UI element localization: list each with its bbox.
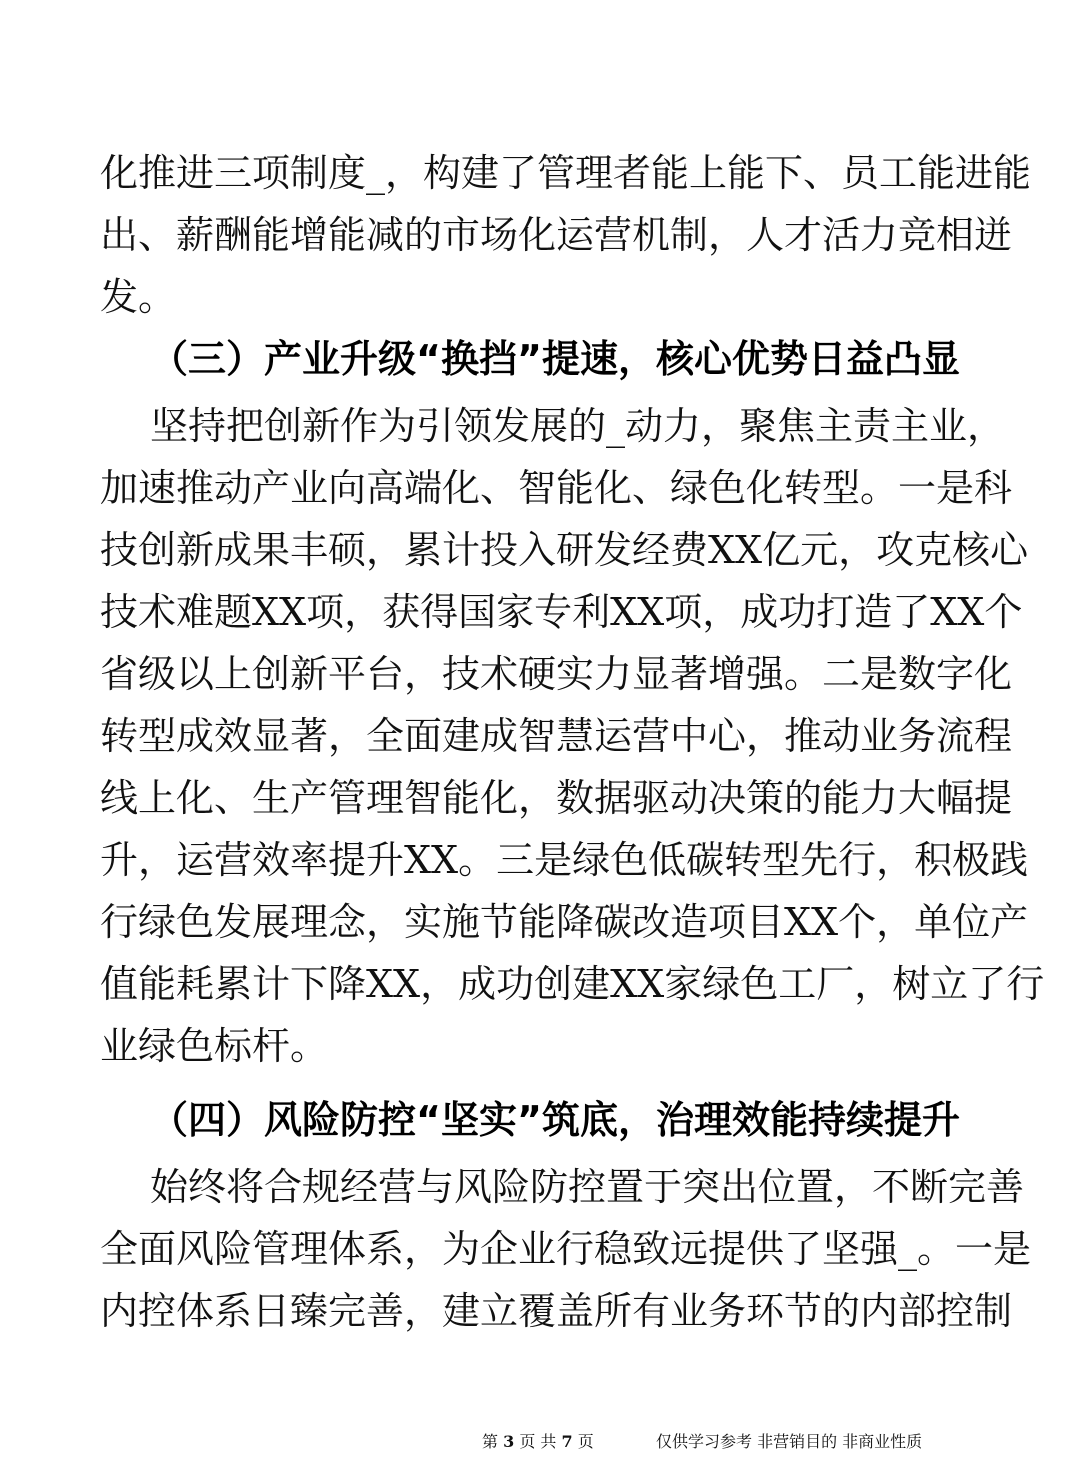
page-number [482, 1428, 594, 1456]
body-text-line: 线上化、生产管理智能化，数据驱动决策的能力大幅提 [100, 776, 1013, 820]
body-text-line: 行绿色发展理念，实施节能降碳改造项目XX个，单位产 [100, 900, 1029, 944]
body-text-line: 化推进三项制度_，构建了管理者能上能下、员工能进能 [100, 151, 1032, 195]
body-text-line: 出、薪酬能增能减的市场化运营机制，人才活力竞相迸 [100, 213, 1013, 257]
body-text-line: 加速推动产业向高端化、智能化、绿色化转型。一是科 [100, 466, 1013, 510]
page-number-prefix: 第 [482, 1432, 499, 1451]
page-number-current: 3 [503, 1432, 515, 1451]
section-heading-4: （四）风险防控“坚实”筑底，治理效能持续提升 [150, 1098, 960, 1142]
page-number-total: 7 [561, 1432, 573, 1451]
page-number-mid: 页 共 [519, 1432, 557, 1451]
body-text-line: 业绿色标杆。 [100, 1024, 329, 1068]
body-text-line: 值能耗累计下降XX，成功创建XX家绿色工厂，树立了行 [100, 962, 1045, 1006]
body-text-line: 技创新成果丰硕，累计投入研发经费XX亿元，攻克核心 [100, 528, 1029, 572]
footer-disclaimer: 仅供学习参考 非营销目的 非商业性质 [656, 1432, 923, 1451]
body-text-line: 转型成效显著，全面建成智慧运营中心，推动业务流程 [100, 714, 1013, 758]
body-text-line: 全面风险管理体系，为企业行稳致远提供了坚强_。一是 [100, 1227, 1032, 1271]
body-text-line: 内控体系日臻完善，建立覆盖所有业务环节的内部控制 [100, 1289, 1013, 1333]
body-text-line: 省级以上创新平台，技术硬实力显著增强。二是数字化 [100, 652, 1013, 696]
body-text-line: 升，运营效率提升XX。三是绿色低碳转型先行，积极践 [100, 838, 1029, 882]
body-text-line: 始终将合规经营与风险防控置于突出位置，不断完善 [150, 1165, 1025, 1209]
body-text-line: 发。 [100, 275, 177, 319]
body-text-line: 坚持把创新作为引领发展的_动力，聚焦主责主业， [150, 404, 1006, 448]
page-number-suffix: 页 [577, 1432, 594, 1451]
body-text-line: 技术难题XX项，获得国家专利XX项，成功打造了XX个 [100, 590, 1023, 634]
section-heading-3: （三）产业升级“换挡”提速，核心优势日益凸显 [150, 337, 960, 381]
